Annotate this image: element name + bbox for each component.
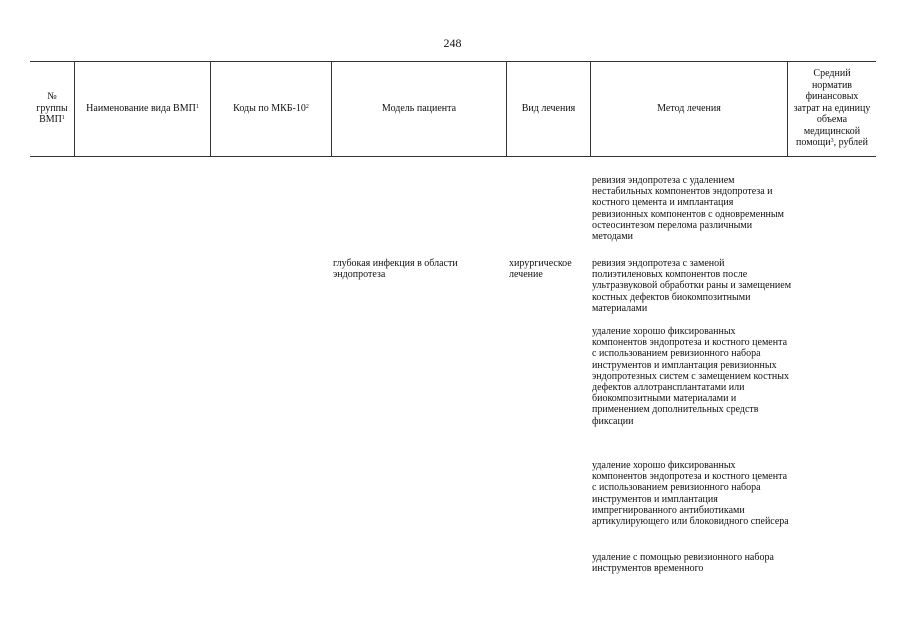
header-group-number: № группы ВМП$^1$ [36,91,68,126]
header-treatment-type: Вид лечения [521,102,576,114]
header-vmp-name: Наименование вида ВМП$^1$ [86,102,199,114]
header-patient-model: Модель пациента [381,102,457,114]
header-icd-codes: Коды по МКБ-$10^2$ [233,102,309,114]
method-item: ревизия эндопротеза с удалением нестабильных компонентов эндопротеза и костного цемента и имплантация ревизионных компонентов с одновременным остеосинтезом перелома различными методами [592,175,784,243]
treatment-type-cell: хирургическое лечение [509,258,572,281]
patient-model-cell: глубокая инфекция в области эндопротеза [333,258,458,281]
method-item: удаление хорошо фиксированных компонентов эндопротеза и костного цемента с использованием ревизионного набора инструментов и имплантация ревизионных эндопротезных систем с замещением костных дефектов аллотрансплантатами или биокомпозитными материалами и применением дополнительных средств фиксации [592,326,789,427]
table-header-bottom-rule [30,156,876,157]
header-treatment-method: Метод лечения [657,102,721,114]
method-item: удаление с помощью ревизионного набора инструментов временного [592,552,774,575]
header-avg-cost: Средний норматив финансовых затрат на единицу объема медицинской помощи$^3$, рублей [793,68,871,149]
table [30,61,876,621]
method-item: ревизия эндопротеза с заменой полиэтиленовых компонентов после ультразвуковой обработки раны и замещением костных дефектов биокомпозитными материалами [592,258,792,314]
page-number: 248 [443,36,462,50]
method-item: удаление хорошо фиксированных компонентов эндопротеза и костного цемента с использованием ревизионного набора инструментов и имплантация импрегнированного антибиотиками артикулирующего или блоковидного спейсера [592,460,789,528]
